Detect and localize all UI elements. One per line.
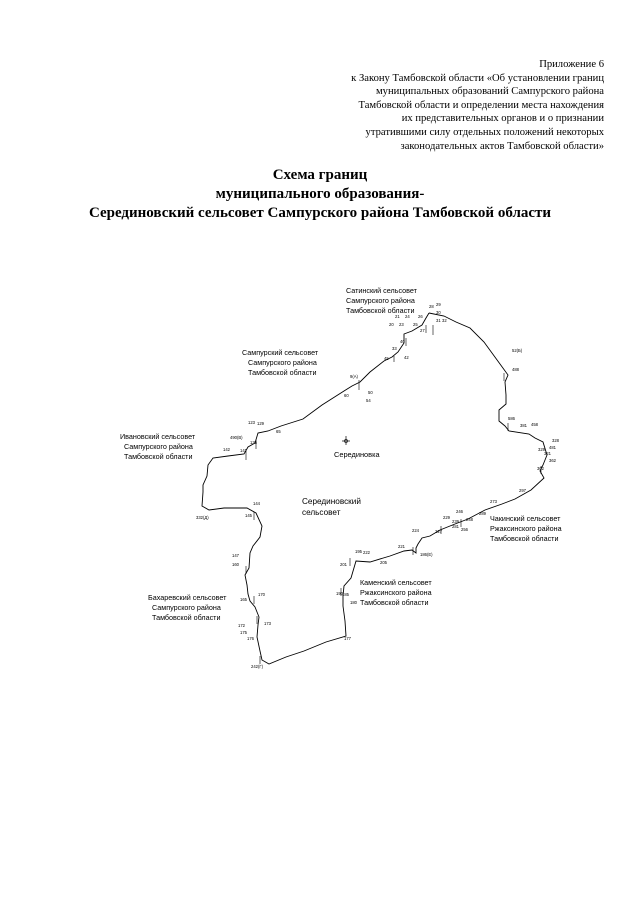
- point-number-label: 297: [519, 488, 526, 493]
- neighbor-label-line: Ржаксинского района: [360, 588, 432, 597]
- point-number-label: 142: [223, 447, 230, 452]
- point-number-label: 281: [452, 524, 459, 529]
- point-number-label: 25: [413, 322, 418, 327]
- point-number-label: 256: [461, 527, 468, 532]
- neighbor-label-line: Тамбовской области: [360, 598, 429, 607]
- neighbor-label-sampursky: [242, 348, 319, 377]
- point-number-label: 26: [418, 314, 423, 319]
- neighbor-label-line: Каменский сельсовет: [360, 578, 432, 587]
- neighbor-label-ivanovsky: [120, 432, 196, 461]
- point-number-label: 229: [443, 515, 450, 520]
- neighbor-label-line: Сатинский сельсовет: [346, 286, 417, 295]
- point-number-label: 222: [363, 550, 370, 555]
- point-number-label: 165: [240, 597, 247, 602]
- point-number-label: 123: [248, 420, 255, 425]
- neighbor-label-line: Тамбовской области: [124, 452, 193, 461]
- neighbor-label-line: Чакинский сельсовет: [490, 514, 561, 523]
- point-number-label: 175: [240, 630, 247, 635]
- junction-point-label: 52(Б): [512, 348, 523, 353]
- settlement-marker: [342, 436, 350, 445]
- point-number-label: 147: [232, 553, 239, 558]
- point-number-label: 289: [479, 511, 486, 516]
- point-number-label: 170: [258, 592, 265, 597]
- junction-point-label: 186(Е): [420, 552, 433, 557]
- point-number-label: 54: [366, 398, 371, 403]
- title-line-1: Схема границ: [272, 167, 368, 183]
- appendix-line: утратившими силу отдельных положений некоторых: [365, 126, 604, 138]
- point-number-label: 273: [490, 499, 497, 504]
- point-number-label: 141: [240, 448, 247, 453]
- neighbor-label-line: Сампурского района: [124, 442, 193, 451]
- point-number-label: 488: [512, 367, 519, 372]
- point-number-label: 32: [442, 318, 447, 323]
- point-number-label: 33: [392, 346, 397, 351]
- point-number-label: 239: [452, 519, 459, 524]
- junction-point-label: 9(А): [350, 374, 358, 379]
- point-number-label: 160: [232, 562, 239, 567]
- neighbor-label-line: Сампурского района: [346, 296, 415, 305]
- point-number-label: 221: [398, 544, 405, 549]
- point-number-label: 458: [531, 422, 538, 427]
- point-number-label: 145: [245, 513, 252, 518]
- municipality-label: сельсовет: [302, 508, 341, 517]
- point-number-label: 65: [276, 429, 281, 434]
- point-number-label: 135: [250, 440, 257, 445]
- appendix-line: к Закону Тамбовской области «Об установлении границ: [351, 72, 604, 84]
- point-number-label: 190: [336, 591, 343, 596]
- point-number-label: 23: [399, 322, 404, 327]
- point-number-label: 321: [544, 451, 551, 456]
- point-number-label: 224: [412, 528, 419, 533]
- point-number-label: 172: [238, 623, 245, 628]
- neighbor-label-line: Бахаревский сельсовет: [148, 593, 227, 602]
- point-number-label: 177: [344, 636, 351, 641]
- neighbor-label-line: Тамбовской области: [248, 368, 317, 377]
- neighbor-label-line: Сампурского района: [248, 358, 317, 367]
- point-number-label: 195: [355, 549, 362, 554]
- neighbor-label-line: Сампурский сельсовет: [242, 348, 319, 357]
- point-number-label: 27: [420, 328, 425, 333]
- point-number-label: 246: [456, 509, 463, 514]
- point-number-label: 227: [435, 529, 442, 534]
- neighbor-label-line: Тамбовской области: [346, 306, 415, 315]
- neighbor-label-line: Тамбовской области: [490, 534, 559, 543]
- point-number-label: 40: [400, 339, 405, 344]
- point-number-label: 248: [466, 517, 473, 522]
- junction-point-label: 490(В): [230, 435, 243, 440]
- neighbor-label-line: Сампурского района: [152, 603, 221, 612]
- point-number-label: 381: [520, 423, 527, 428]
- point-number-label: 30: [436, 310, 441, 315]
- junction-point-label: 332(Д): [196, 515, 209, 520]
- point-number-label: 20: [389, 322, 394, 327]
- point-number-label: 42: [404, 355, 409, 360]
- neighbor-label-satinsky: [346, 286, 418, 315]
- point-number-label: 173: [264, 621, 271, 626]
- point-number-label: 185: [342, 592, 349, 597]
- point-number-label: 45: [384, 356, 389, 361]
- point-number-label: 586: [508, 416, 515, 421]
- point-number-label: 60: [344, 393, 349, 398]
- neighbor-label-chakinsky: [490, 514, 562, 543]
- neighbor-label-line: Ржаксинского района: [490, 524, 562, 533]
- point-number-label: 205: [380, 560, 387, 565]
- point-number-label: 28: [429, 304, 434, 309]
- point-number-label: 201: [340, 562, 347, 567]
- appendix-line: Приложение 6: [539, 59, 604, 70]
- neighbor-label-line: Тамбовской области: [152, 613, 221, 622]
- point-number-label: 362: [549, 458, 556, 463]
- point-number-label: 180: [350, 600, 357, 605]
- point-number-label: 24: [405, 314, 410, 319]
- point-number-label: 50: [368, 390, 373, 395]
- appendix-line: Тамбовской области и определении места нахождения: [358, 99, 604, 111]
- municipality-label: Серединовский: [302, 497, 361, 506]
- point-number-label: 329: [538, 447, 545, 452]
- point-number-label: 29: [436, 302, 441, 307]
- appendix-line: законодательных актов Тамбовской области»: [400, 140, 604, 152]
- point-number-label: 328: [552, 438, 559, 443]
- title-line-3: Серединовский сельсовет Сампурского района Тамбовской области: [88, 205, 552, 221]
- neighbor-label-bakharevsky: [148, 593, 227, 622]
- neighbor-label-line: Ивановский сельсовет: [120, 432, 196, 441]
- appendix-line: муниципальных образований Сампурского района: [375, 86, 604, 98]
- point-number-label: 481: [549, 445, 556, 450]
- point-number-label: 129: [257, 421, 264, 426]
- title-line-2: муниципального образования-: [215, 186, 425, 202]
- appendix-line: их представительных органов и о признании: [401, 113, 604, 125]
- point-number-label: 176: [247, 636, 254, 641]
- point-number-label: 21: [395, 314, 400, 319]
- settlement-label: Серединовка: [334, 450, 380, 459]
- neighbor-label-kamensky: [360, 578, 432, 607]
- point-number-label: 302: [537, 466, 544, 471]
- junction-point-label: 242(Г): [251, 664, 264, 669]
- point-number-label: 144: [253, 501, 260, 506]
- point-number-label: 31: [436, 318, 441, 323]
